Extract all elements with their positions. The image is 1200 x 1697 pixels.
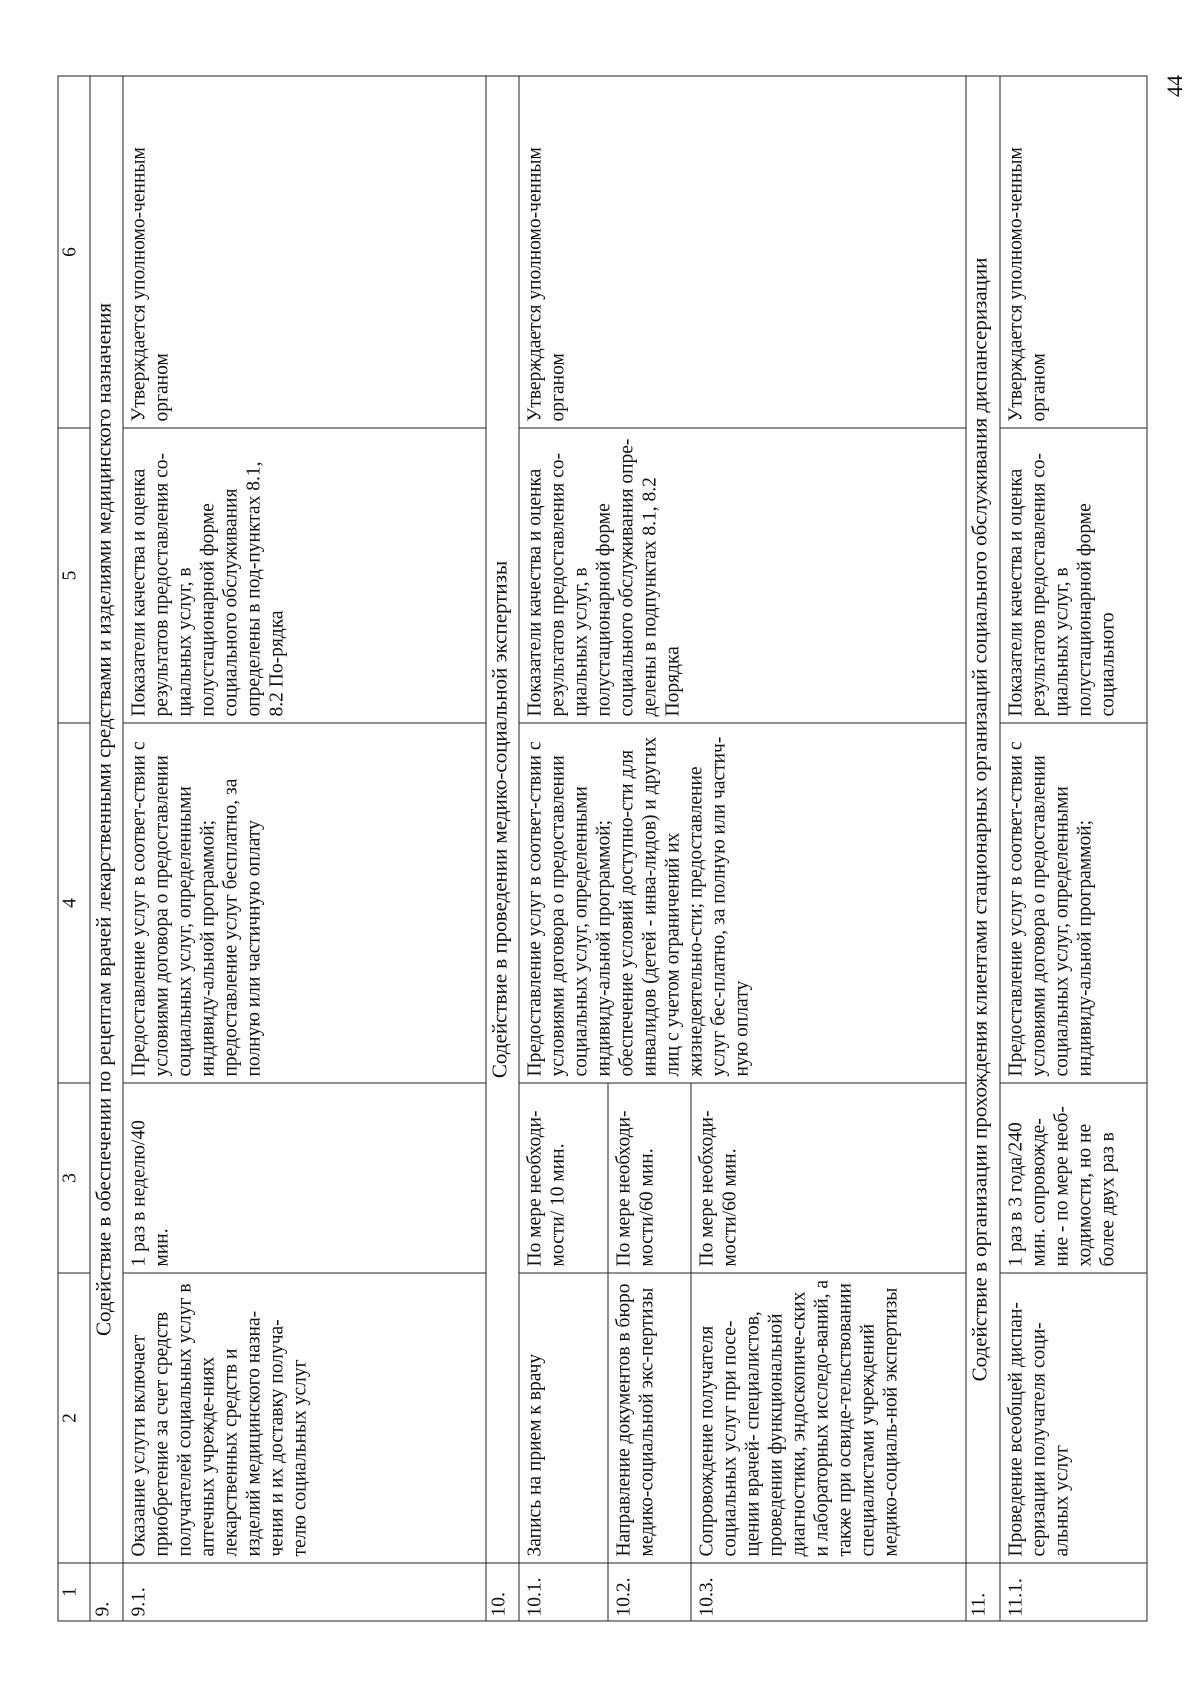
row-number: 10.3. [690, 1563, 966, 1621]
section-row [485, 76, 518, 1621]
service-name: Сопровождение получателя социальных услуг при посе-щении врачей- специалистов, проведении функциональной диагностики, эндоскопиче-ских и лабораторных исследо-ваний, а также при освиде-тельствовании специалистами учреждений медико-социаль-ной экспертизы [690, 1273, 966, 1563]
service-conditions: Предоставление услуг в соответ-ствии с условиями договора о предоставлении социальных услуг, определенными индивиду-альной программой; обеспечение условий доступно-сти для инвалидов (детей - инва-лидов) и других лиц с учетом ограничений их жизнедеятельно-сти; предоставление услуг бес-платно, за полную или частич-ную оплату [518, 723, 966, 1083]
header-cell: 3 [58, 1083, 90, 1273]
table-row [518, 76, 607, 1621]
row-number: 10.2. [607, 1563, 690, 1621]
service-quality: Показатели качества и оценка результатов предоставления со-циальных услуг, в полустационарной форме социального [999, 428, 1146, 723]
service-name: Запись на прием к врачу [518, 1273, 607, 1563]
row-number: 11.1. [999, 1563, 1146, 1621]
rotated-table-wrapper [57, 77, 1147, 1622]
section-row [90, 76, 123, 1621]
section-title: Содействие в обеспечении по рецептам врачей лекарственными средствами и изделиями медицинского назначения [90, 76, 123, 1563]
section-row [966, 76, 999, 1621]
service-conditions: Предоставление услуг в соответ-ствии с условиями договора о предоставлении социальных услуг, определенными индивиду-альной программой; [999, 723, 1146, 1083]
section-title: Содействие в проведении медико-социальной экспертизы [485, 76, 518, 1563]
service-quality: Показатели качества и оценка результатов предоставления со-циальных услуг, в полустационарной форме социального обслуживания опре-делены в подпунктах 8.1, 8.2 Порядка [518, 428, 966, 723]
service-approval: Утверждается уполномо-ченным органом [518, 76, 966, 428]
service-name: Проведение всеобщей диспан-серизации получателя соци-альных услуг [999, 1273, 1146, 1563]
service-conditions: Предоставление услуг в соответ-ствии с условиями договора о предоставлении социальных услуг, определенными индивиду-альной программой; предоставление услуг бесплатно, за полную или частичную оплату [123, 723, 485, 1083]
service-frequency: По мере необходи-мости/60 мин. [690, 1083, 966, 1273]
service-frequency: 1 раз в неделю/40 мин. [123, 1083, 485, 1273]
service-name: Направление документов в бюро медико-социальной экс-пертизы [607, 1273, 690, 1563]
services-table [57, 76, 1147, 1622]
header-cell: 1 [58, 1563, 90, 1621]
section-number: 9. [90, 1563, 123, 1621]
row-number: 10.1. [518, 1563, 607, 1621]
section-number: 11. [966, 1563, 999, 1621]
header-cell: 5 [58, 428, 90, 723]
service-approval: Утверждается уполномо-ченным органом [999, 76, 1146, 428]
service-quality: Показатели качества и оценка результатов предоставления со-циальных услуг, в полустационарной форме социального обслуживания определены в под-пунктах 8.1, 8.2 По-рядка [123, 428, 485, 723]
header-cell: 6 [58, 76, 90, 428]
page-number: 44 [1162, 75, 1187, 97]
header-row [58, 76, 90, 1621]
section-number: 10. [485, 1563, 518, 1621]
service-approval: Утверждается уполномо-ченным органом [123, 76, 485, 428]
header-cell: 2 [58, 1273, 90, 1563]
section-title: Содействие в организации прохождения клиентами стационарных организаций социального обслуживания диспансеризации [966, 76, 999, 1563]
table-row [123, 76, 485, 1621]
row-number: 9.1. [123, 1563, 485, 1621]
service-name: Оказание услуги включает приобретение за счет средств получателей социальных услуг в аптечных учрежде-ниях лекарственных средств и изделий медицинского назна-чения и их доставку получа-телю социальных услуг [123, 1273, 485, 1563]
service-frequency: 1 раз в 3 года/240 мин. сопровожде-ние - по мере необ-ходимости, но не более двух раз в [999, 1083, 1146, 1273]
service-frequency: По мере необходи-мости/ 10 мин. [518, 1083, 607, 1273]
table-row [999, 76, 1146, 1621]
header-cell: 4 [58, 723, 90, 1083]
service-frequency: По мере необходи-мости/60 мин. [607, 1083, 690, 1273]
